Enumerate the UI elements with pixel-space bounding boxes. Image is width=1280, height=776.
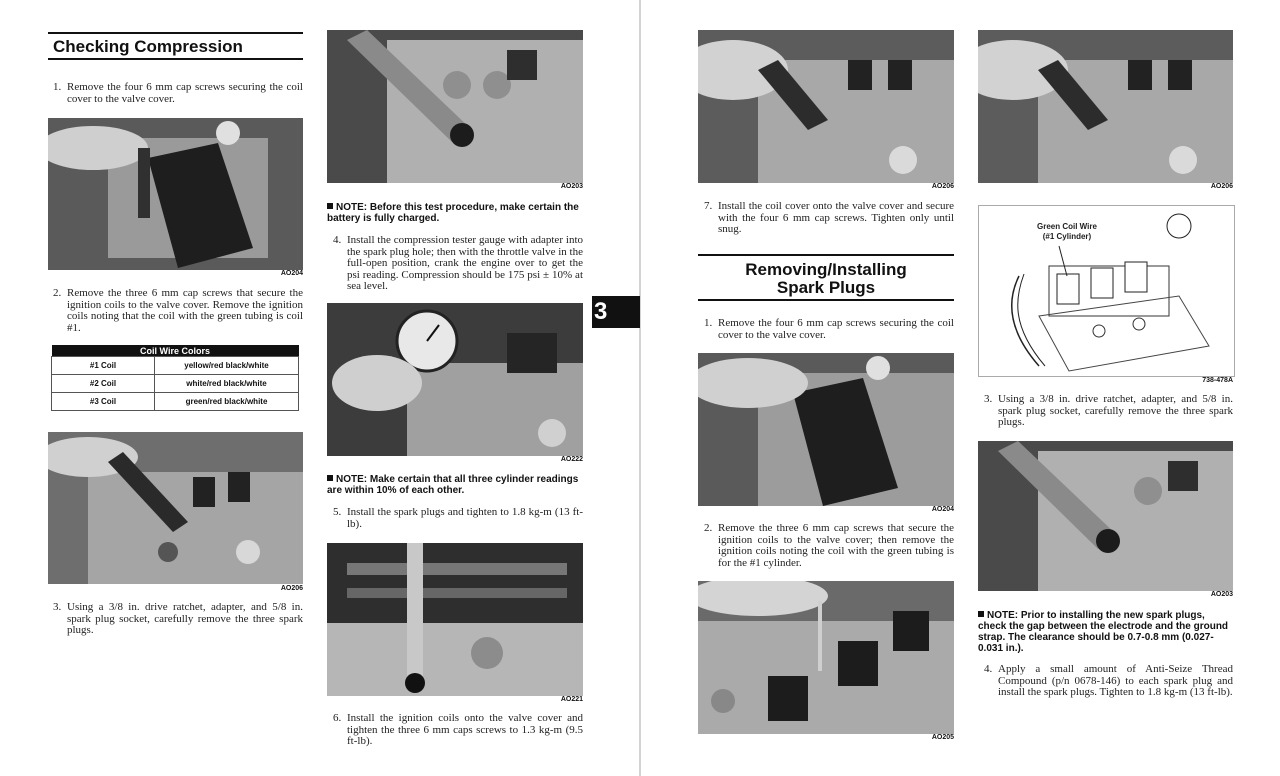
step-2-right: 2. Remove the three 6 mm cap screws that secure the ignition coils to the valve cover; then remove the ignition coils noting the coil with the green tubing is for the #1 cylinder. [704,522,954,569]
photo-ratchet-plug-right [698,30,954,183]
step-1-left: 1. Remove the four 6 mm cap screws securing the coil cover to the valve cover. [53,81,303,105]
section-tab-marker: 3 [592,296,640,328]
photo-ignition-coils [698,581,954,734]
photo-ratchet-plug [48,432,303,584]
note-bullet-icon [978,611,984,617]
photo-code: AO206 [280,585,303,592]
photo-compression-gauge [327,303,583,456]
step-4-left: 4. Install the compression tester gauge with adapter into the spark plug hole; then with the throttle valve in the full-open position, crank the engine over to get the psi reading. Compression should be 175 psi ± 10% at sea level. [333,234,583,292]
title-rule-top [698,254,954,256]
photo-socket-in-plug-hole-right [978,441,1233,591]
table-row: #2 Coil white/red black/white [52,375,299,393]
step-1-right: 1. Remove the four 6 mm cap screws securing the coil cover to the valve cover. [704,317,954,341]
note-bullet-icon [327,475,333,481]
photo-code: AO205 [931,734,954,741]
photo-code: AO204 [280,270,303,277]
photo-coil-cover-right [698,353,954,506]
section-title-spark-plugs: Removing/Installing Spark Plugs [745,260,907,297]
step-4-right: 4. Apply a small amount of Anti-Seize Thread Compound (p/n 0678-146) to each spark plug and install the spark plugs. Tighten to 1.8 kg-m (13 ft-lb). [984,663,1233,698]
note-bullet-icon [327,203,333,209]
photo-code: AO221 [560,696,583,703]
table-row: #1 Coil yellow/red black/white [52,357,299,375]
page-divider [639,0,641,776]
coil-wire-colors-table [51,345,299,411]
photo-code: AO203 [1210,591,1233,598]
step-7-right: 7. Install the coil cover onto the valve cover and secure with the four 6 mm cap screws. Tighten only until snug. [704,200,954,235]
photo-code: 738-478A [1202,377,1233,384]
section-title-checking-compression: Checking Compression [53,37,243,56]
diagram-green-coil-wire [978,205,1235,377]
photo-socket-in-plug-hole [327,30,583,183]
photo-ratchet-plug-right-2 [978,30,1233,183]
step-2-left: 2. Remove the three 6 mm cap screws that secure the ignition coils to the valve cover. Remove the ignition coils noting that the coil with the green tubing is coil #1. [53,287,303,334]
table-row: #3 Coil green/red black/white [52,393,299,411]
title-rule-top [48,32,303,34]
photo-code: AO206 [931,183,954,190]
step-3-right: 3. Using a 3/8 in. drive ratchet, adapter, and 5/8 in. spark plug socket, carefully remove the three spark plugs. [984,393,1233,428]
photo-coil-cover [48,118,303,270]
title-rule-bottom [48,58,303,60]
engine-line-drawing [979,206,1234,376]
photo-code: AO206 [1210,183,1233,190]
table-header: Coil Wire Colors [52,345,299,357]
step-3-left: 3. Using a 3/8 in. drive ratchet, adapter, and 5/8 in. spark plug socket, carefully remove the three spark plugs. [53,601,303,636]
photo-socket-extension [327,543,583,696]
note-cylinder-readings: NOTE: Make certain that all three cylinder readings are within 10% of each other. [327,474,579,496]
photo-code: AO222 [560,456,583,463]
diagram-label: Green Coil Wire (#1 Cylinder) [1037,222,1097,241]
note-battery: NOTE: Before this test procedure, make certain the battery is fully charged. [327,202,579,224]
photo-code: AO204 [931,506,954,513]
photo-code: AO203 [560,183,583,190]
step-6-left: 6. Install the ignition coils onto the valve cover and tighten the three 6 mm caps screws to 1.3 kg-m (9.5 ft-lb). [333,712,583,747]
title-rule-bottom [698,299,954,301]
note-spark-plug-gap: NOTE: Prior to installing the new spark plugs, check the gap between the electrode and the ground strap. The clearance should be 0.7-0.8 mm (0.027-0.031 in.). [978,610,1229,654]
step-5-left: 5. Install the spark plugs and tighten to 1.8 kg-m (13 ft-lb). [333,506,583,530]
